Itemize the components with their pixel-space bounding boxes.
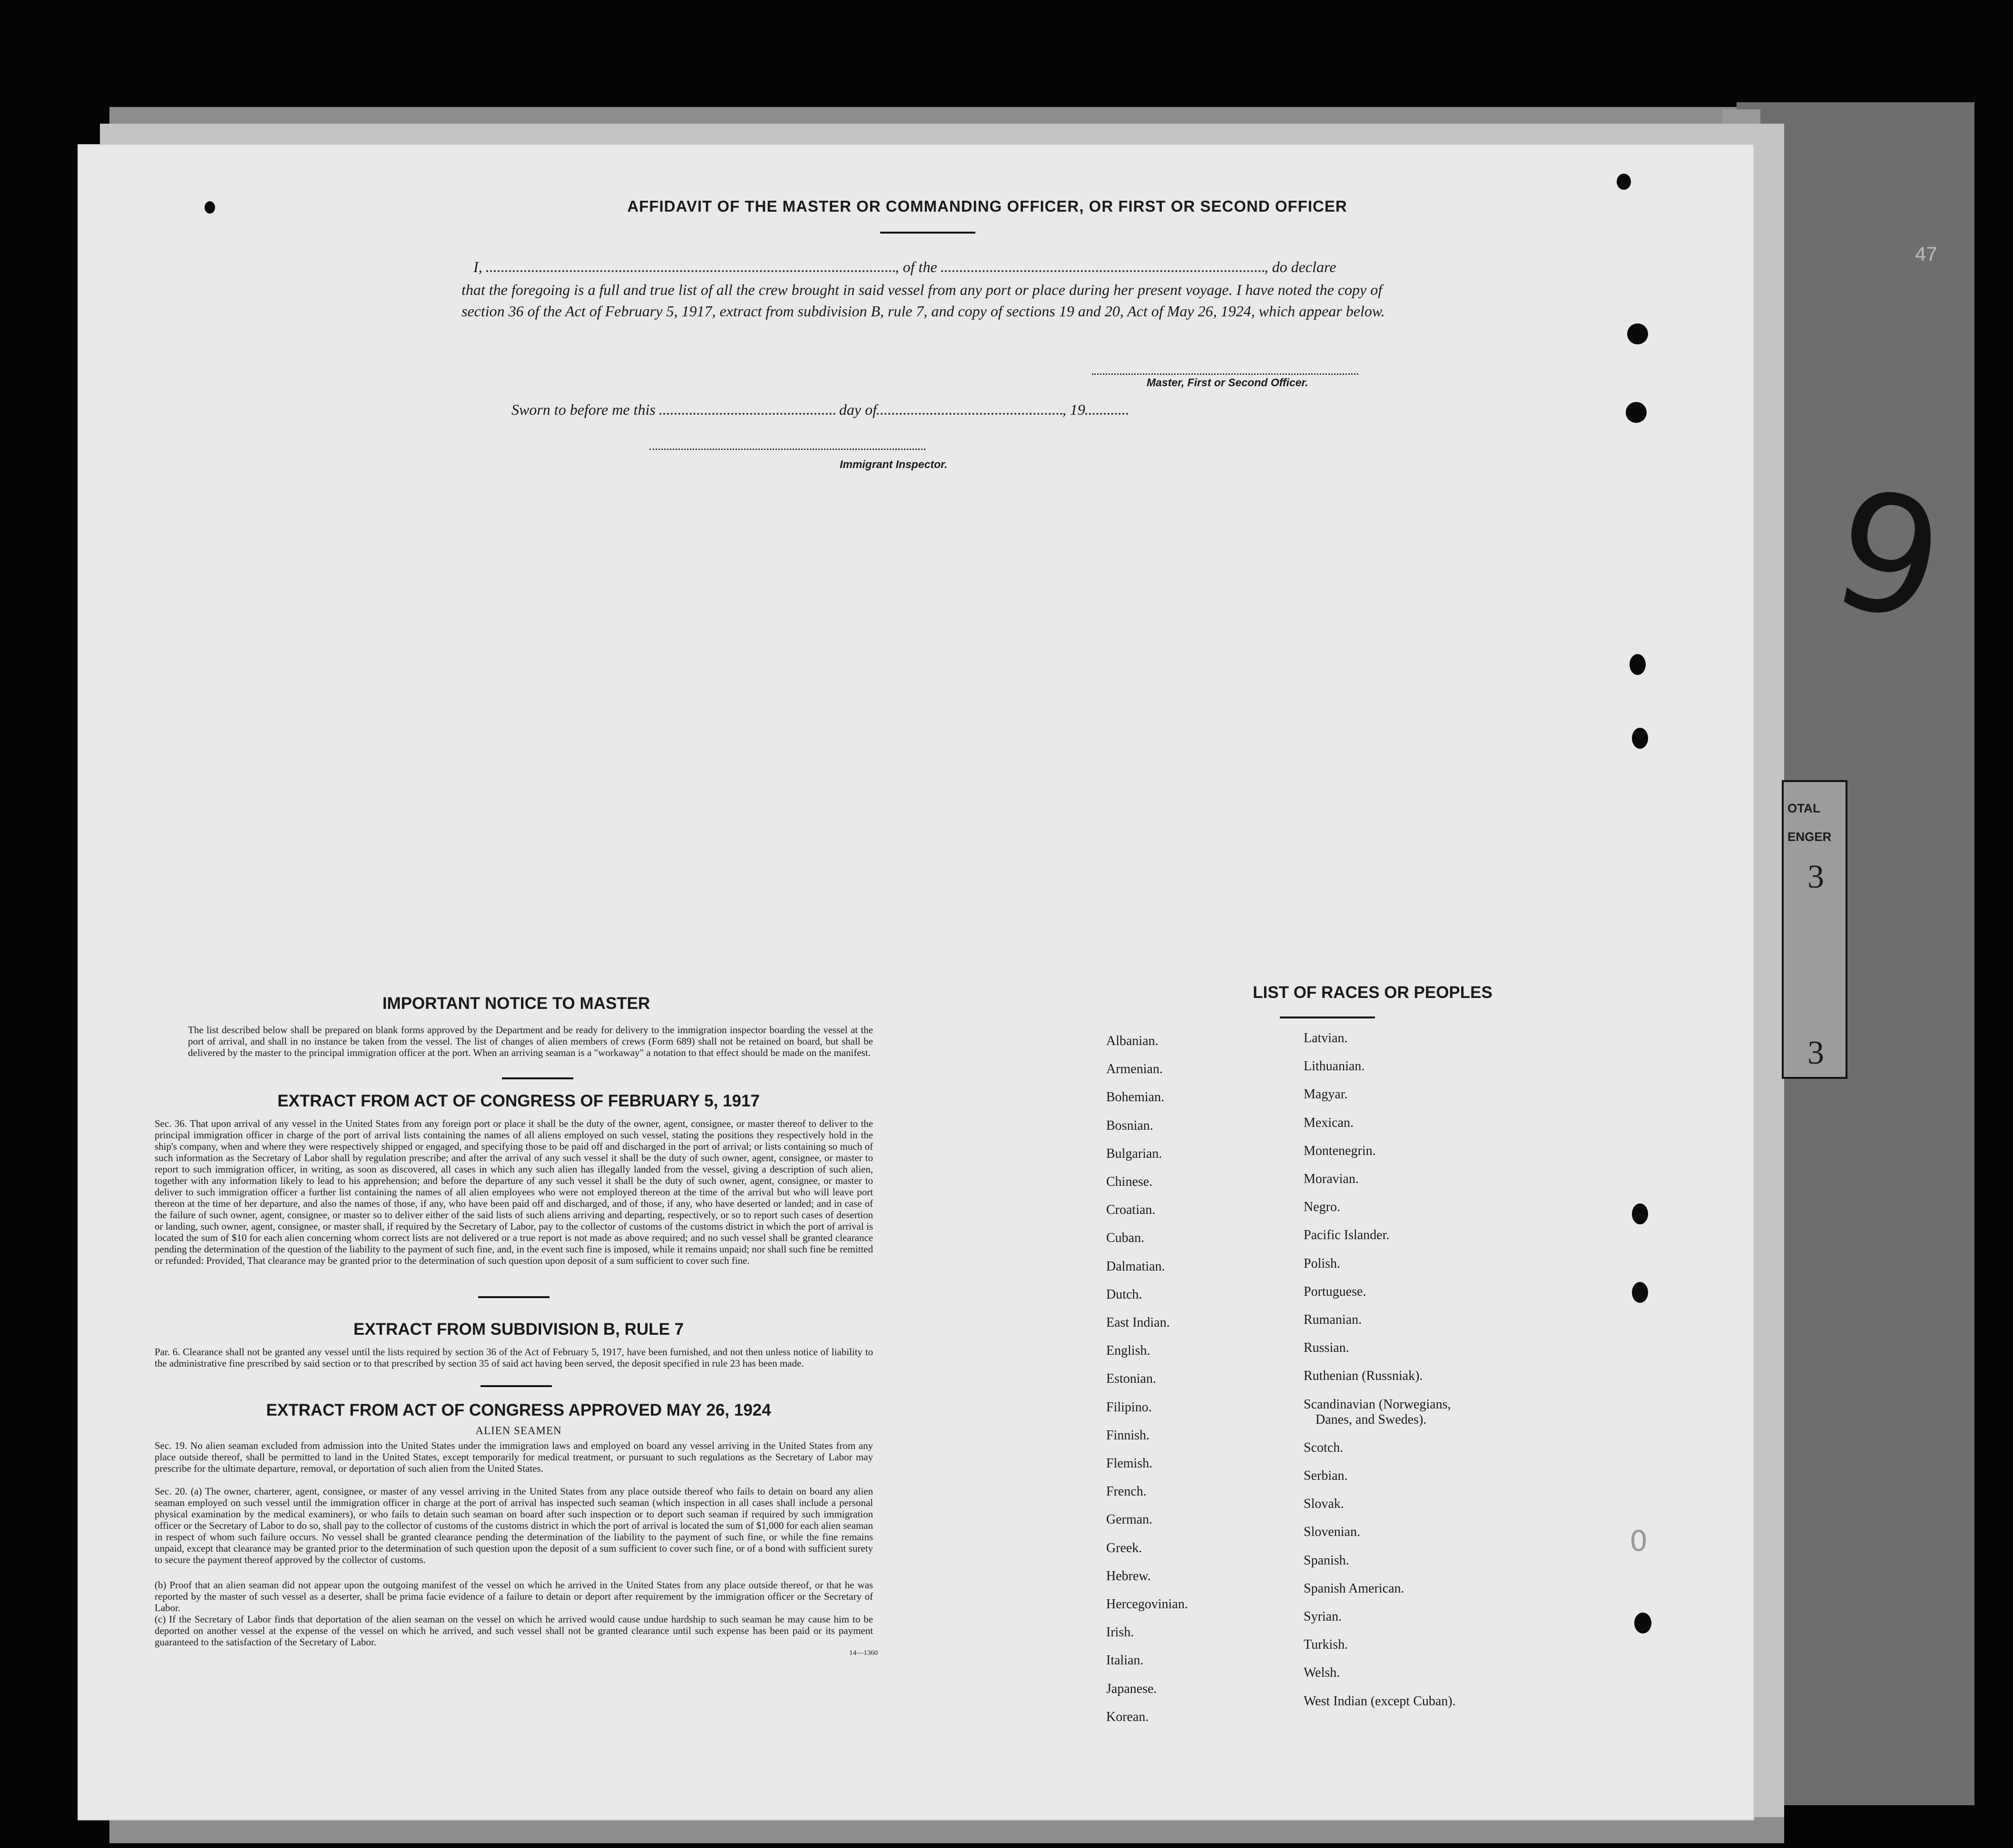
punch-hole bbox=[1634, 1613, 1651, 1633]
race-item: Bohemian. bbox=[1106, 1090, 1165, 1105]
affidavit-title: AFFIDAVIT OF THE MASTER OR COMMANDING OFFICER, OR FIRST OR SECOND OFFICER bbox=[627, 197, 1347, 215]
race-item: Portuguese. bbox=[1304, 1284, 1366, 1299]
extract-rule7-rule bbox=[481, 1385, 552, 1387]
races-title: LIST OF RACES OR PEOPLES bbox=[1253, 983, 1493, 1002]
race-item: Hebrew. bbox=[1106, 1568, 1151, 1584]
race-item: Russian. bbox=[1304, 1340, 1349, 1356]
race-item: Danes, and Swedes). bbox=[1316, 1412, 1427, 1427]
race-item: Greek. bbox=[1106, 1540, 1142, 1555]
inspector-signature-line bbox=[649, 449, 925, 450]
race-item: Rumanian. bbox=[1304, 1312, 1362, 1327]
race-item: Syrian. bbox=[1304, 1609, 1342, 1624]
side-tab-value-1: 3 bbox=[1807, 859, 1824, 895]
race-item: Spanish. bbox=[1304, 1553, 1349, 1568]
race-item: French. bbox=[1106, 1484, 1147, 1499]
race-item: Mexican. bbox=[1304, 1115, 1354, 1130]
race-item: West Indian (except Cuban). bbox=[1304, 1693, 1456, 1709]
handwritten-mark: 9 bbox=[1818, 453, 1958, 660]
race-item: Slovenian. bbox=[1304, 1525, 1360, 1540]
race-item: Latvian. bbox=[1304, 1031, 1348, 1046]
punch-hole bbox=[1626, 402, 1647, 423]
races-rule bbox=[1280, 1017, 1375, 1018]
race-item: Estonian. bbox=[1106, 1371, 1156, 1387]
race-item: Croatian. bbox=[1106, 1203, 1156, 1218]
sworn-line bbox=[511, 401, 1128, 419]
punch-hole bbox=[1627, 323, 1648, 344]
race-item: Irish. bbox=[1106, 1625, 1134, 1640]
side-tab-box bbox=[1782, 780, 1847, 1079]
extract-rule7-title: EXTRACT FROM SUBDIVISION B, RULE 7 bbox=[353, 1320, 684, 1339]
race-item: Pacific Islander. bbox=[1304, 1228, 1390, 1243]
sworn-prefix: Sworn to before me this bbox=[511, 401, 656, 418]
extract-1917-text: Sec. 36. That upon arrival of any vessel in the United States from any foreign port or place it shall be the duty of the owner, agent, consignee, or master thereof to deliver to the principal immigration officer in charge of the port of arrival lists containing the names of all aliens employed on such vessel, stating the positions they respectively hold in the ship's company, when and where they were respectively shipped or engaged, and specifying those to be paid off and discharged in the port of arrival; or lists containing so much of such information as the Secretary of Labor shall by regulation prescribe; and after the arrival of any such vessel it shall be the duty of such owner, agent, consignee, or master to report to such immigration officer, in writing, as soon as discovered, all cases in which any such alien has illegally landed from the vessel, giving a description of such alien, together with any information likely to lead to his apprehension; and before the departure of any such vessel it shall be the duty of such owner, agent, consignee, or master to deliver to such immigration officer a further list containing the names of all alien employees who were not employed thereon at the time of the arrival but who will leave port thereon at the time of her departure, and also the names of those, if any, who have been paid off and discharged, and of those, if any, who have deserted or landed; and in case of the failure of such owner, agent, consignee, or master so to deliver either of the said lists of such aliens arriving and departing, respectively, or so to report such cases of desertion or landing, such owner, agent, consignee, or master shall, if required by the Secretary of Labor, pay to the collector of customs of the customs district in which the port of arrival is located the sum of $10 for each alien concerning whom correct lists are not delivered or a true report is not made as above required; and no such vessel shall be granted clearance pending the determination of the question of the liability to the payment of such fine, and, in the event such fine is imposed, while it remains unpaid; nor shall such fine be remitted or refunded: Provided, That clearance may be granted prior to the determination of such question upon deposit of a sum sufficient to cover such fine. bbox=[155, 1118, 873, 1266]
race-item: Flemish. bbox=[1106, 1456, 1153, 1471]
race-item: English. bbox=[1106, 1343, 1150, 1359]
race-item: Filipino. bbox=[1106, 1399, 1152, 1415]
affidavit-body: that the foregoing is a full and true list of all the crew brought in said vessel from any port or place during her present voyage. I have noted the copy of section 36 of the Act of February 5, 1917, extract from subdivision B, rule 7, and copy of sections 19 and 20, Act of May 26, 1924, which appear below. bbox=[462, 281, 1385, 320]
race-item: Montenegrin. bbox=[1304, 1143, 1376, 1158]
race-item: Italian. bbox=[1106, 1653, 1144, 1668]
extract-1917-title: EXTRACT FROM ACT OF CONGRESS OF FEBRUARY 5, 1917 bbox=[277, 1092, 760, 1110]
form-number: 14—1360 bbox=[849, 1649, 878, 1657]
punch-hole bbox=[1632, 1203, 1648, 1224]
race-item: Hercegovinian. bbox=[1106, 1597, 1188, 1612]
race-item: Lithuanian. bbox=[1304, 1059, 1365, 1074]
vessel-blank[interactable] bbox=[941, 270, 1265, 272]
punch-hole bbox=[205, 201, 215, 214]
extract-1924-sec19: Sec. 19. No alien seaman excluded from admission into the United States under the immigration laws and employed on board any vessel arriving in the United States from any place outside thereof, shall be permitted to land in the United States, except temporarily for medical treatment, or pursuant to such regulations as the Secretary of Labor may prescribe for the ultimate departure, removal, or deportation of such alien from the United States. bbox=[155, 1440, 873, 1474]
extract-1924-title: EXTRACT FROM ACT OF CONGRESS APPROVED MAY 26, 1924 bbox=[266, 1401, 771, 1419]
title-rule bbox=[880, 232, 975, 234]
race-item: Negro. bbox=[1304, 1200, 1340, 1215]
race-item: Korean. bbox=[1106, 1709, 1149, 1724]
master-signature-label: Master, First or Second Officer. bbox=[1147, 376, 1308, 389]
sworn-day-of: day of bbox=[839, 401, 877, 418]
extract-1917-rule bbox=[478, 1296, 550, 1298]
punch-hole bbox=[1630, 654, 1646, 675]
notice-rule bbox=[502, 1077, 573, 1079]
race-item: East Indian. bbox=[1106, 1315, 1170, 1330]
race-item: Ruthenian (Russniak). bbox=[1304, 1369, 1423, 1384]
race-item: Turkish. bbox=[1304, 1637, 1348, 1652]
side-tab-value-2: 3 bbox=[1807, 1035, 1824, 1071]
sworn-year: , 19 bbox=[1062, 401, 1085, 418]
sworn-month-blank[interactable] bbox=[877, 413, 1062, 415]
race-item: Japanese. bbox=[1106, 1681, 1157, 1696]
text-do-declare: , do declare bbox=[1264, 258, 1336, 275]
affidavit-line-1 bbox=[473, 258, 1482, 276]
punch-hole bbox=[1632, 1282, 1648, 1303]
punch-hole bbox=[1617, 174, 1631, 190]
sworn-year-blank[interactable] bbox=[1085, 413, 1128, 415]
name-blank[interactable] bbox=[486, 270, 895, 272]
race-item: Armenian. bbox=[1106, 1062, 1163, 1077]
extract-1924-sec20a: Sec. 20. (a) The owner, charterer, agent, consignee, or master of any vessel arriving in the United States from any place outside thereof who fails to detain on board any alien seaman employed on such vessel until the immigration officer in charge at the port of arrival has inspected such seaman (which inspection in all cases shall include a personal physical examination by the medical examiners), or who fails to detain such seaman on board after such inspection or to deport such seaman if required by such immigration officer or the Secretary of Labor to do so, shall pay to the collector of customs of the customs district in which the port of arrival is located the sum of $1,000 for each alien seaman in respect of whom such failure occurs. No vessel shall be granted clearance pending the determination of the liability to the payment of such fine, or while the fine remains unpaid, except that clearance may be granted prior to the determination of such question upon the deposit of a sum sufficient to cover such fine, or of a bond with sufficient surety to secure the payment thereof approved by the collector of customs. bbox=[155, 1486, 873, 1565]
race-item: Welsh. bbox=[1304, 1665, 1340, 1681]
text-i: I, bbox=[473, 258, 482, 275]
race-item: Dutch. bbox=[1106, 1287, 1142, 1302]
text-of-the: , of the bbox=[895, 258, 937, 275]
race-item: Magyar. bbox=[1304, 1087, 1348, 1102]
race-item: Serbian. bbox=[1304, 1468, 1348, 1483]
side-tab-label-top: OTAL bbox=[1787, 801, 1820, 815]
extract-1924-subtitle: ALIEN SEAMEN bbox=[475, 1425, 562, 1437]
extract-rule7-text: Par. 6. Clearance shall not be granted any vessel until the lists required by section 36 of the Act of February 5, 1917, have been furnished, and not then unless notice of liability to the administrative fine prescribed by said section or to that prescribed by section 35 of said act having been served, the deposit specified in rule 23 has been made. bbox=[155, 1346, 873, 1369]
inspector-signature-label: Immigrant Inspector. bbox=[840, 458, 948, 470]
race-item: Spanish American. bbox=[1304, 1581, 1404, 1596]
handwritten-zero: 0 bbox=[1630, 1525, 1648, 1558]
notice-text: The list described below shall be prepared on blank forms approved by the Department and be ready for delivery to the immigration inspector boarding the vessel at the port of arrival, and shall in no instance be taken from the vessel. The list of changes of alien members of crews (Form 689) shall not be retained on board, but shall be delivered by the master to the principal immigration officer at the port. When an arriving seaman is a "workaway" a notation to that effect should be made on the manifest. bbox=[188, 1024, 873, 1058]
race-item: Finnish. bbox=[1106, 1428, 1150, 1443]
page-number: 47 bbox=[1915, 243, 1937, 265]
notice-title: IMPORTANT NOTICE TO MASTER bbox=[382, 994, 650, 1013]
race-item: Cuban. bbox=[1106, 1231, 1145, 1246]
race-item: Chinese. bbox=[1106, 1174, 1153, 1189]
race-item: Scotch. bbox=[1304, 1440, 1344, 1455]
punch-hole bbox=[1632, 728, 1648, 749]
race-item: Scandinavian (Norwegians, bbox=[1304, 1397, 1451, 1412]
master-signature-line bbox=[1092, 373, 1358, 375]
race-item: Bulgarian. bbox=[1106, 1146, 1162, 1161]
extract-1924-sec20c: (c) If the Secretary of Labor finds that deportation of the alien seaman on the vessel on which he arrived would cause undue hardship to such seaman he may cause him to be deported on another vessel at the expense of the vessel on which he arrived, and such vessel shall not be granted clearance until such expense has been paid or its payment guaranteed to the satisfaction of the Secretary of Labor. bbox=[155, 1613, 873, 1648]
side-tab-label-bottom: ENGER bbox=[1787, 830, 1832, 844]
race-item: Moravian. bbox=[1304, 1172, 1359, 1186]
race-item: Slovak. bbox=[1304, 1496, 1344, 1512]
race-item: German. bbox=[1106, 1512, 1153, 1527]
race-item: Polish. bbox=[1304, 1256, 1341, 1271]
sworn-day-blank[interactable] bbox=[659, 413, 835, 415]
race-item: Dalmatian. bbox=[1106, 1259, 1165, 1274]
race-item: Bosnian. bbox=[1106, 1118, 1153, 1133]
race-item: Albanian. bbox=[1106, 1034, 1159, 1048]
affidavit-page bbox=[79, 145, 1753, 1819]
extract-1924-sec20b: (b) Proof that an alien seaman did not appear upon the outgoing manifest of the vessel on which he arrived in the United States from any place outside thereof, or that he was reported by the master of such vessel as a deserter, shall be prima facie evidence of a failure to detain or deport after requirement by the immigration officer or the Secretary of Labor. bbox=[155, 1579, 873, 1613]
